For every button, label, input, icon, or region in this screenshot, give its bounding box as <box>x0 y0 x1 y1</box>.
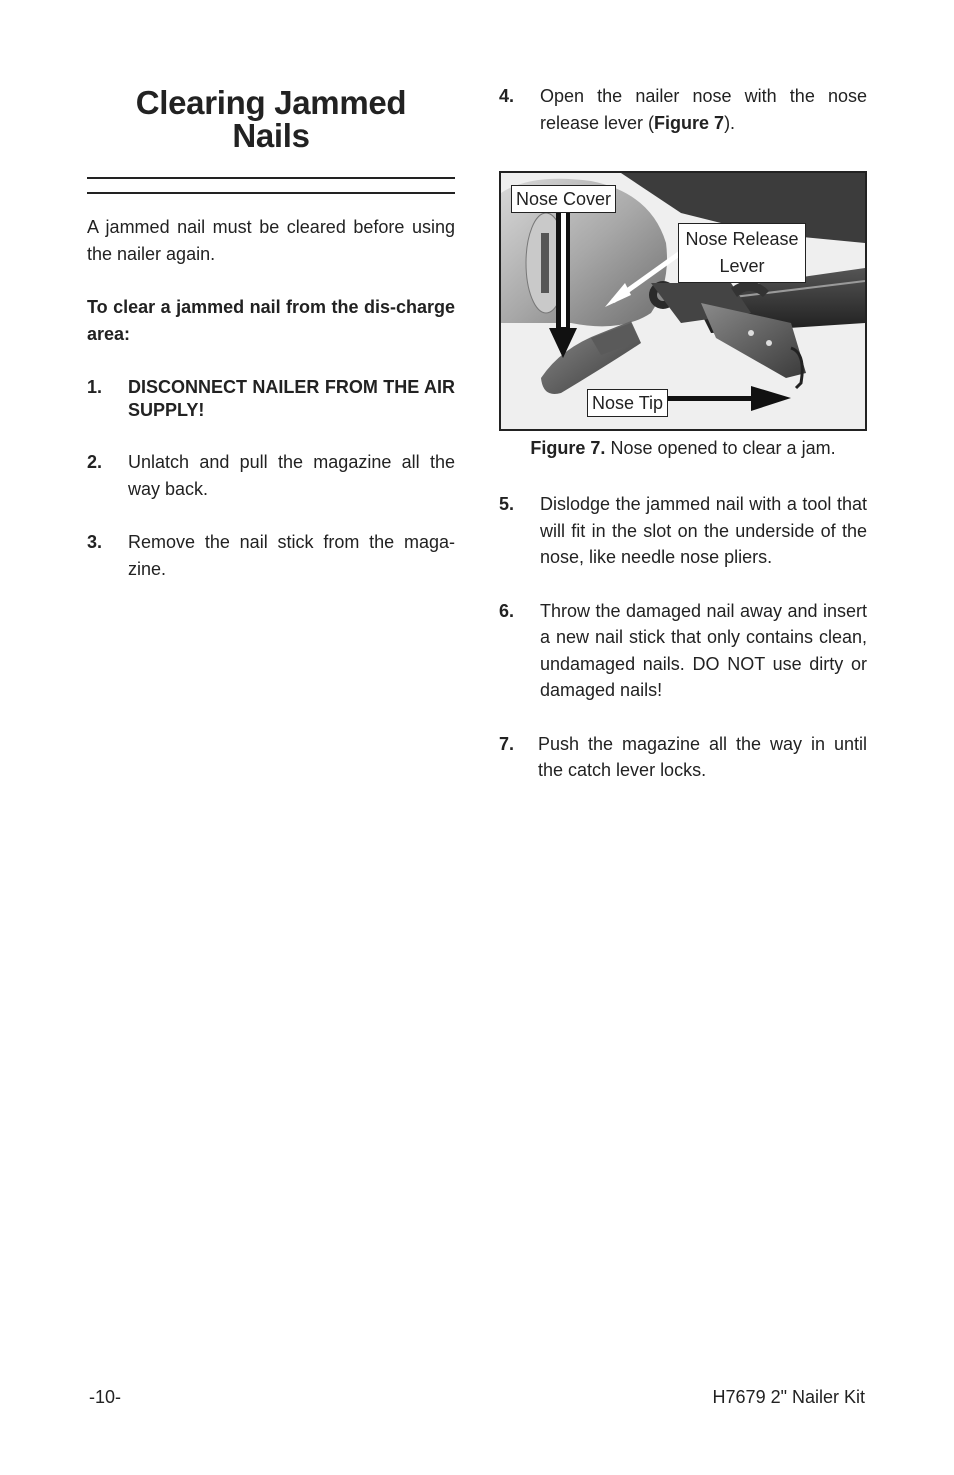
step-1 <box>87 374 455 422</box>
left-column <box>87 86 455 582</box>
caption-text: Nose opened to clear a jam. <box>605 438 836 458</box>
figure-7-photo <box>499 171 867 431</box>
callout-nose-tip <box>587 389 668 417</box>
page-number: -10- <box>89 1387 122 1407</box>
step-text <box>540 83 867 136</box>
title-rule-bottom <box>87 192 455 194</box>
step-number: 4. <box>499 86 515 106</box>
figure-reference: Figure 7 <box>654 112 725 133</box>
right-column <box>499 83 867 784</box>
step-text: DISCONNECT NAILER FROM THE AIR SUPPLY! <box>128 377 455 420</box>
callout-label: Lever <box>719 256 765 276</box>
step-6 <box>499 598 867 704</box>
step-text-part: Open the nailer nose with the nose release lever ( <box>540 86 867 133</box>
step-text: Unlatch and pull the magazine all the way back. <box>128 452 455 499</box>
step-5 <box>499 491 867 571</box>
step-number: 1. <box>87 377 103 397</box>
step-number: 6. <box>499 600 515 621</box>
procedure-subhead: To clear a jammed nail from the dis-charge area: <box>87 297 455 344</box>
section-title-line1: Clearing Jammed <box>135 84 407 121</box>
intro-paragraph: A jammed nail must be cleared before using the nailer again. <box>87 217 455 264</box>
step-text: Dislodge the jammed nail with a tool that will fit in the slot on the underside of the nose, like needle nose pliers. <box>540 494 867 567</box>
callout-label: Nose Tip <box>592 393 664 413</box>
caption-label: Figure 7. <box>530 438 606 458</box>
section-title <box>87 86 455 152</box>
step-3 <box>87 529 455 582</box>
product-name: H7679 2" Nailer Kit <box>712 1387 865 1407</box>
step-7 <box>499 731 867 784</box>
section-title-line2: Nails <box>232 117 310 154</box>
callout-nose-cover <box>511 185 616 213</box>
step-text: Throw the damaged nail away and insert a new nail stick that only contains clean, undamaged nails. DO NOT use dirty or damaged nails! <box>540 600 867 700</box>
step-number: 2. <box>87 452 103 472</box>
callout-label: Nose Release <box>685 229 799 249</box>
figure-caption <box>499 435 867 461</box>
step-number: 3. <box>87 532 103 552</box>
title-rule-top <box>87 177 455 179</box>
step-text-part: ). <box>724 112 736 133</box>
step-2 <box>87 449 455 502</box>
step-number: 5. <box>499 494 515 514</box>
callout-nose-release-lever <box>678 223 806 283</box>
step-text: Remove the nail stick from the maga-zine. <box>128 532 455 579</box>
callout-label: Nose Cover <box>516 189 612 209</box>
step-text: Push the magazine all the way in until the catch lever locks. <box>538 733 867 780</box>
step-4 <box>499 83 867 136</box>
step-number: 7. <box>499 733 515 754</box>
